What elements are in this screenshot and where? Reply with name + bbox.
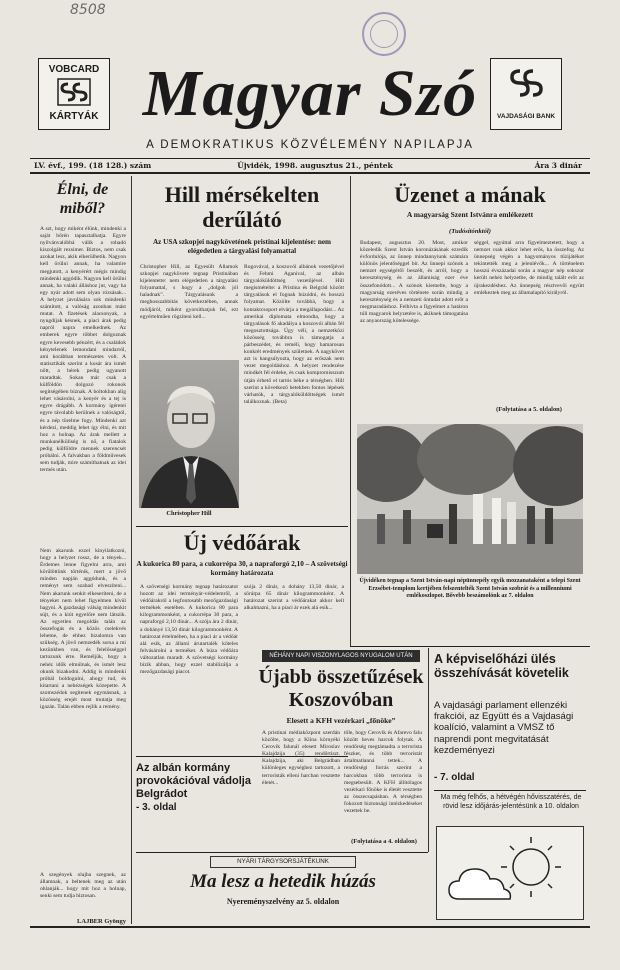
right-top-rule	[350, 646, 590, 647]
editorial-author: LAJBER Gyöngy	[77, 918, 126, 925]
uzenet-photo-caption: Újvidéken tegnap a Szent István-napi népünnepély egyik mozzanataként a telepi Szent Erzsébet-templom kertjében felszentelték Szent István szobrát és a millenniumi emlékoszlopot. Bővebb beszámolónk az 7. oldalon	[359, 578, 581, 600]
vobcard-logo	[38, 58, 110, 130]
albanian-teaser-box	[136, 762, 256, 844]
uzenet-photo	[357, 424, 583, 574]
issue-date: Újvidék, 1998. augusztus 21., péntek	[237, 161, 393, 170]
editorial-title: Élni, de miből?	[56, 181, 109, 217]
page-bottom-rule	[30, 926, 590, 928]
uzenet-continued: (Folytatása a 5. oldalon)	[496, 406, 562, 413]
kosovo-filler: A rendőrségi forrás szerint a harcokban több terrorista is megsebesült. A KFH állítólagos vezérkari főnöke is életét vesztette az összecsapásban. A térségben fokozott biztonsági intézkedéseket vezettek be.	[344, 758, 422, 815]
handwritten-archive-number: 8508	[70, 2, 106, 18]
editorial-body-3: A szegények olajba szegnek, az államnak, a beltenek meg az után ohlanják... hogy mit hoz a holnap, senki sem tudja biztosan.	[40, 872, 126, 900]
cloud-sun-icon	[437, 827, 583, 919]
bank-emblem-icon	[506, 65, 546, 105]
christopher-hill-photo	[139, 360, 239, 508]
kosovo-headline: Újabb összetűzések Koszovóban	[258, 666, 424, 711]
vedoarak-body-col1: A szövetségi kormány tegnap határozatot hozott az idei terményár-védelemről, a védőárakról a legfontosabb mezőgazdasági termékek esetében. A kukorica 80 para kilogrammonként, a cukorrépa 30 para, a napraforgó 2,10 dinár... A szója ára 2 dinár, a dohányé 13,50 dinár kilogrammonként. A határozat értelmében, ha a piaci ár a védőár alá esik, az állami árutartalék köteles felvásárolni a terméket. A búza védőára változatlan maradt. A szövetségi kormány bízik abban, hogy ezzel stabilizálja a mezőgazdasági piacot.	[140, 584, 238, 676]
vedoarak-headline: Új védőárak	[183, 530, 301, 555]
issue-price: Ára 3 dinár	[534, 161, 582, 170]
ceremony-illustration	[357, 424, 583, 574]
editorial-filler-2: Nem akarunk senkit elkeseríteni, de a tényeket nem lehet figyelmen kívül hagyni. A gazdasági válság mindenkit sújt, és a kiút egyelőre nem látszik. Az egyetlen megoldás talán az összefogás és a közös cselekvés lehetne, de ehhez bizalomra van szükség. A jövő nemzedék sorsa a mi kezünkben van, és felelősséggel tartozunk érte. Reméljük, hogy a nehéz idők elmúlnak, és ismét lesz okunk bizakodni. Addig is mindenki próbál boldogulni, ahogy tud, és kitartani a nehézségek közepette. A szomszédok segítenek egymásnak, a közösség erejét most mutatja meg igazán. Talán ebben rejlik a remény.	[40, 590, 126, 711]
uzenet-subheadline: A magyarság Szent Istvánra emlékezett	[406, 210, 534, 219]
vedoarak-top-rule	[136, 526, 348, 527]
masthead-tagline: A DEMOKRATIKUS KÖZVÉLEMÉNY NAPILAPJA	[146, 139, 474, 151]
albanian-teaser-title: Az albán kormány provokációval vádolja Belgrádot	[136, 762, 251, 800]
kosovo-kicker: NÉHÁNY NAPI VISZONYLAGOS NYUGALOM UTÁN	[269, 653, 413, 659]
uzenet-filler: A szónok kiemelte, hogy a magyarság ezeréves története során mindig a kereszténység és a nemzeti öntudat adott erőt a megmaradáshoz. Felhívta a figyelmet a határon túli magyarok helyzetére is, akiknek támogatása az anyaország kötelessége.	[360, 282, 468, 325]
header-rule	[30, 158, 590, 159]
kosovo-continued: (Folytatása a 4. oldalon)	[351, 838, 417, 845]
bank-logo-label: VAJDASÁGI BANK	[496, 113, 556, 120]
editorial-body-2: Nem akarunk ezzel kinyilatkozni, hogy a helyzet rossz, de a tények... Érdemes lenne figyelni arra, ami körülöttünk történik, mert a jövő minden napján aggódunk, és a reményt sem szabad elveszíteni... Nem akarunk senkit elkeseríteni, de a tényeket nem lehet figyelmen kívül hagyni. A gazdasági válság mindenkit sújt, és a kiút egyelőre nem látszik. Az egyetlen megoldás talán az összefogás és a közös cselekvés lehetne, de ehhez bizalomra van szükség. A jövő nemzedék sorsa a mi kezünkben van, és felelősséggel tartozunk érte. Reméljük, hogy a nehéz idők elmúlnak, és ismét lesz okunk bizakodni. Addig is mindenki próbál boldogulni, ahogy tud, és kitartani a nehézségek közepette. A szomszédok segítenek egymásnak, a közösség erejét most mutatja meg igazán. Talán ebben rejlik a remény.	[40, 548, 126, 711]
vobcard-logo-subtitle: KÁRTYÁK	[49, 111, 99, 122]
right-teaser-title: A képviselőházi ülés összehívását követelik	[434, 652, 569, 680]
library-stamp	[362, 12, 406, 56]
hill-filler: Az amerikai diplomata elmondta, hogy a tárgyalások fő akadálya a koszovói albán fél megosztottsága. Úgy véli, a nemzetközi közösség továbbra is támogatja a párbeszédet, és reméli, hogy hamarosan konkrét eredmények születnek. A nagykövet azt is hangsúlyozta, hogy az erőszak nem vezet megoldáshoz. A helyzet rendezése mindkét fél érdeke, és csak kompromisszum útján érhető el tartós béke a térségben. Hill szerint a következő hetekben fontos lépések várhatók, a tárgyalóküldöttségek ismét találkoznak. (Beta)	[244, 306, 344, 405]
vajdasagi-bank-logo	[490, 58, 562, 130]
uzenet-filler-2: A történelem hosszú évszázadai során a magyar nép sokszor került nehéz helyzetbe, de mindig talált erőt az újrakezdéshez. Az ünnepség résztvevői együtt emlékeztek meg az államalapító királyról.	[474, 261, 584, 296]
portrait-illustration	[139, 360, 239, 508]
issue-info: LV. évf., 199. (18 128.) szám	[34, 161, 152, 170]
banner-top-rule	[136, 852, 428, 853]
hill-body-col1: Christopher Hill, az Egyesült Államok szkopjei nagykövete tegnap Pristinában kijelentette: nem elégedetlen a tárgyalási folyamattal, s hogy a „dolgok jól haladnak”. Tárgyalásunk a meghosszabbítás következtében, annak módjáról, miként gyorsíthatjuk fel, ezt egyértelműen rögzíteni kell...	[140, 264, 238, 320]
hill-photo-caption: Christopher Hill	[166, 510, 212, 517]
right-teaser-page: - 7. oldal	[434, 772, 475, 783]
banner-kicker: NYÁRI TÁRGYSORSJÁTÉKUNK	[237, 858, 329, 865]
weather-top-rule	[434, 790, 586, 791]
column-divider-middle	[350, 176, 351, 646]
weather-box	[436, 826, 584, 920]
vedoarak-subheadline: A kukorica 80 para, a cukorrépa 30, a napraforgó 2,10 – A szövetségi kormány határozata	[136, 560, 348, 577]
banner-title: Ma lesz a hetedik húzás	[190, 871, 376, 892]
editorial-body: A szt, hogy miként élünk, mindenki a saját bőrén tapasztalhatja. Egyre nyilvánvalóbbá válik a rohadó kiszolgált rezsimer. Biztos, nem csak azokat lesz, akik elkerülhetik. Nagyon kell örülni annak, ha valamire megjutott, a kenyérért mégis mindig mindenki aggódik. Nagyon kell örülni annak, ha valaki álláshoz jut, vagy ha egy nyár adott sem olyan rózsásak... A helyzet javulására sok mindenki számított, a valóság azonban mást mutat. A fizetések alacsonyak, a nyugdíjak késnek, a piaci árak pedig napról napra emelkednek. Az emberek egyre többet dolgoznak egyre kevesebb pénzért, és a családok kénytelenek lemondani mindarról, ami korábban természetes volt. A statisztikák szerint a kosár ára ismét nőtt, a bérek pedig ugyanott maradtak. Sokan már csak a külföldön dolgozó rokonok segítségében bíznak. A boltokban alig lehet vásárolni, a kenyér és a tej is egyre drágább. A kormány ígéretei egyre távolabb kerülnek a valóságtól, és a nép türelme fogy. Mindenki azt kérdezi, meddig lehet így élni, és mit hoz a holnap. Az árak mellett a munkanélküliség is nő, a fiatalok pedig külföldre mennek szerencsét próbálni. A falvakban a földművesek sem tudják, mire számíthatnak az idei termés után.	[40, 226, 126, 474]
kosovo-body-col1: A pristinai médiaközpont szerdán közölte, hogy a Klina környéki Cerovik falunál elesett Miroslav Kalajdzija (35) rendőrtiszt. Kalajdzija, aki Belgrádban különleges egységhez tartozott, a terroristák elleni harcban vesztette életét...	[262, 730, 340, 786]
weather-text: Ma még felhős, a hétvégén hővisszatérés, de rövid lesz időjárás-jelentésünk a 10. oldalon	[440, 794, 582, 810]
header-rule-bottom	[30, 172, 590, 174]
vedoarak-body-col2: szója 2 dinár, a dohány 13,50 dinár, a sörárpa 65 dinár kilogrammonként. A határozat szerint a védőárakat akkor kell alkalmazni, ha a piaci ár ezek alá esik...	[244, 584, 344, 612]
vedoarak-filler: A szója ára 2 dinár, a dohányé 13,50 dinár kilogrammonként. A határozat értelmében, ha a piaci ár a védőár alá esik, az állami árutartalék köteles felvásárolni a terméket. A búza védőára változatlan maradt. A szövetségi kormány bízik abban, hogy ezzel stabilizálja a mezőgazdasági piacot.	[140, 619, 238, 676]
kosovo-subheadline: Elesett a KFH vezérkari „főnöke”	[286, 716, 396, 725]
uzenet-body-col2: séggel, egyúttal arra figyelmeztetett, hogy a nemzet csak akkor lehet erős, ha összefog. Az ünnepség végén a hagyományos tűzijátékot tekintették meg a jelenlévők... A történelem hosszú évszázadai során a magyar nép sokszor került nehéz helyzetbe, de mindig talált erőt az újrakezdéshez. Az ünnepség résztvevői együtt emlékeztek meg az államalapító királyról.	[474, 240, 584, 296]
hill-headline: Hill mérsékelten derűlátó	[164, 182, 320, 232]
banner-subtitle: Nyereményszelvény az 5. oldalon	[226, 897, 340, 906]
column-divider-right	[428, 648, 429, 852]
masthead-title: Magyar Szó	[142, 57, 478, 130]
vobcard-emblem-icon	[56, 77, 92, 107]
albanian-teaser-page: - 3. oldal	[136, 802, 177, 813]
hill-body-col2: Rugovával, a koszovói albánok vezetőjével és Fehmi Aganival, az albán tárgyalóküldöttség vezetőjével. Hill megismételte: a Pristina és Belgrád között tárgyalások el fognak húzódni, és hosszú folyamat. Közölte továbbá, hogy a kontaktcsoport elvárja a megállapodást... Az amerikai diplomata elmondta, hogy a tárgyalások fő akadálya a koszovói albán fél megosztottsága. Úgy véli, a nemzetközi közösség továbbra is támogatja a párbeszédet, és reméli, hogy hamarosan konkrét eredmények születnek. A nagykövet azt is hangsúlyozta, hogy az erőszak nem vezet megoldáshoz. A helyzet rendezése mindkét fél érdeke, és csak kompromisszum útján érhető el tartós béke a térségben. Hill szerint a következő hetekben fontos lépések várhatók, a tárgyalóküldöttségek ismét találkoznak. (Beta)	[244, 264, 344, 405]
uzenet-body-col1: Budapest, augusztus 20. Most, amikor közeledik Szent István koronázásának ezredik évfordulója, az ünnep mindannyiunk számára különös jelentőséggel bír. Az ünnepi szónok a nemzet egységéről beszélt, és arról, hogy a kereszténység és az államiság ezer éve összefonódott... A szónok kiemelte, hogy a magyarság ezeréves története során mindig a kereszténység és a nemzeti öntudat adott erőt a megmaradáshoz. Felhívta a figyelmet a határon túli magyarok helyzetére is, akiknek támogatása az anyaország kötelessége.	[360, 240, 468, 325]
column-divider-left	[131, 176, 132, 924]
vobcard-logo-title: VOBCARD	[48, 64, 100, 75]
editorial-filler: A helyzet javulására sok mindenki számított, a valóság azonban mást mutat. A fizetések alacsonyak, a nyugdíjak késnek, a piaci árak pedig napról napra emelkednek. Az emberek egyre többet dolgoznak egyre kevesebb pénzért, és a családok kénytelenek lemondani mindarról, ami korábban természetes volt. A statisztikák szerint a kosár ára ismét nőtt, a bérek pedig ugyanott maradtak. Sokan már csak a külföldön dolgozó rokonok segítségében bíznak. A boltokban alig lehet vásárolni, a kenyér és a tej is egyre drágább. A kormány ígéretei egyre távolabb kerülnek a valóságtól, és a nép türelme fogy. Mindenki azt kérdezi, meddig lehet így élni, és mit hoz a holnap. Az árak mellett a munkanélküliség is nő, a fiatalok pedig külföldre mennek szerencsét próbálni. A falvakban a földművesek sem tudják, mire számíthatnak az idei termés után.	[40, 296, 126, 474]
uzenet-byline: (Tudósítónktól)	[449, 228, 491, 235]
uzenet-headline: Üzenet a mának	[394, 182, 546, 207]
hill-subheadline: Az USA szkopjei nagykövetének pristinai kijelentése: nem elégedetlen a tárgyalási folyamattal	[152, 238, 332, 255]
right-teaser-body: A vajdasági parlament ellenzéki frakciói, az Együtt és a Vajdasági koalíció, valamint a VMSZ tő naprendi pont megvitatását kezdeményezi	[434, 700, 574, 756]
kosovo-body-col2: tőle, hogy Cerovik és Afarevo falu között heves harcok folytak. A rendőrség megtámadta a terrorista fészket, és több terroristát ártalmatlanná tettek... A rendőrségi forrás szerint a harcokban több terrorista is megsebesült. A KFH állítólagos vezérkari főnöke is életét vesztette az összecsapásban. A térségben fokozott biztonsági intézkedéseket vezettek be.	[344, 730, 422, 815]
